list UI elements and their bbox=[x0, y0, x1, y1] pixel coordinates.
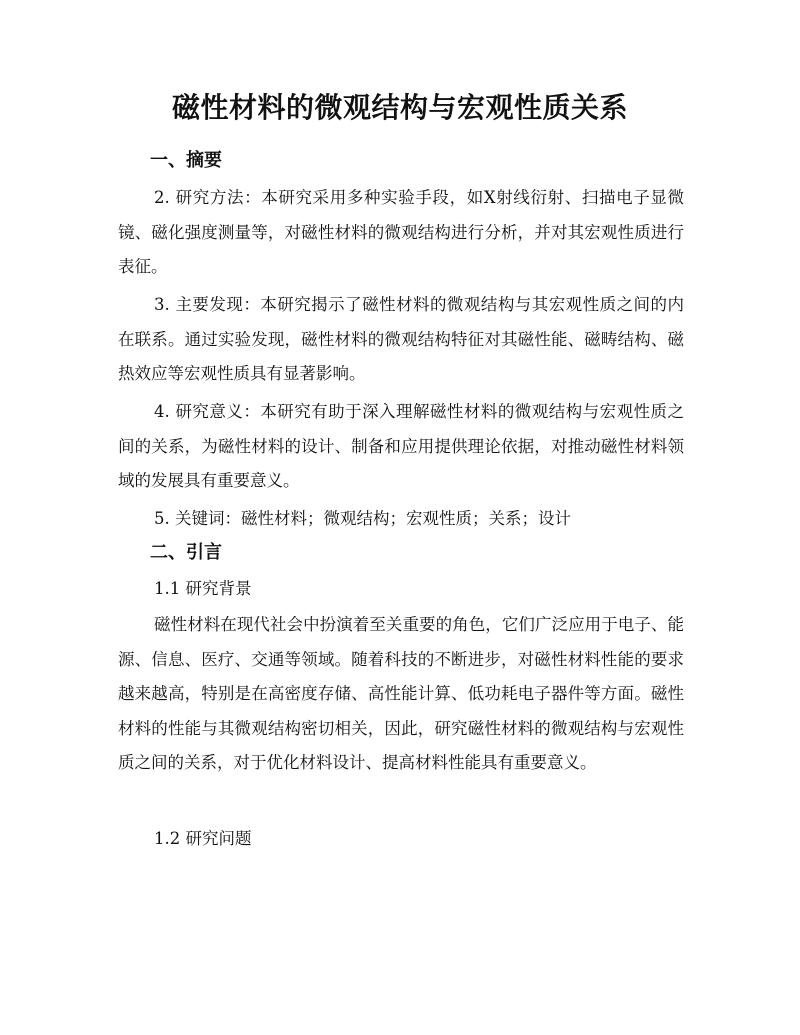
paragraph-significance: 4. 研究意义：本研究有助于深入理解磁性材料的微观结构与宏观性质之间的关系，为磁性材料的设计、制备和应用提供理论依据，对推动磁性材料领域的发展具有重要意义。 bbox=[118, 402, 684, 490]
document-title: 磁性材料的微观结构与宏观性质关系 bbox=[171, 91, 628, 124]
paragraph-background: 磁性材料在现代社会中扮演着至关重要的角色，它们广泛应用于电子、能源、信息、医疗、交通等领域。随着科技的不断进步，对磁性材料性能的要求越来越高，特别是在高密度存储、高性能计算、低功耗电子器件等方面。磁性材料的性能与其微观结构密切相关，因此，研究磁性材料的微观结构与宏观性质之间的关系，对于优化材料设计、提高材料性能具有重要意义。 bbox=[118, 615, 684, 772]
paragraph-methods: 2. 研究方法：本研究采用多种实验手段，如X射线衍射、扫描电子显微镜、磁化强度测量等，对磁性材料的微观结构进行分析，并对其宏观性质进行表征。 bbox=[118, 188, 684, 276]
subsection-heading-research-question: 1.2 研究问题 bbox=[154, 829, 252, 848]
section-heading-introduction: 二、引言 bbox=[150, 542, 222, 563]
paragraph-findings: 3. 主要发现：本研究揭示了磁性材料的微观结构与其宏观性质之间的内在联系。通过实验发现，磁性材料的微观结构特征对其磁性能、磁畴结构、磁热效应等宏观性质具有显著影响。 bbox=[118, 295, 684, 383]
paragraph-keywords: 5. 关键词：磁性材料；微观结构；宏观性质；关系；设计 bbox=[154, 509, 571, 528]
subsection-heading-background: 1.1 研究背景 bbox=[154, 579, 252, 598]
section-heading-abstract: 一、摘要 bbox=[150, 150, 222, 171]
